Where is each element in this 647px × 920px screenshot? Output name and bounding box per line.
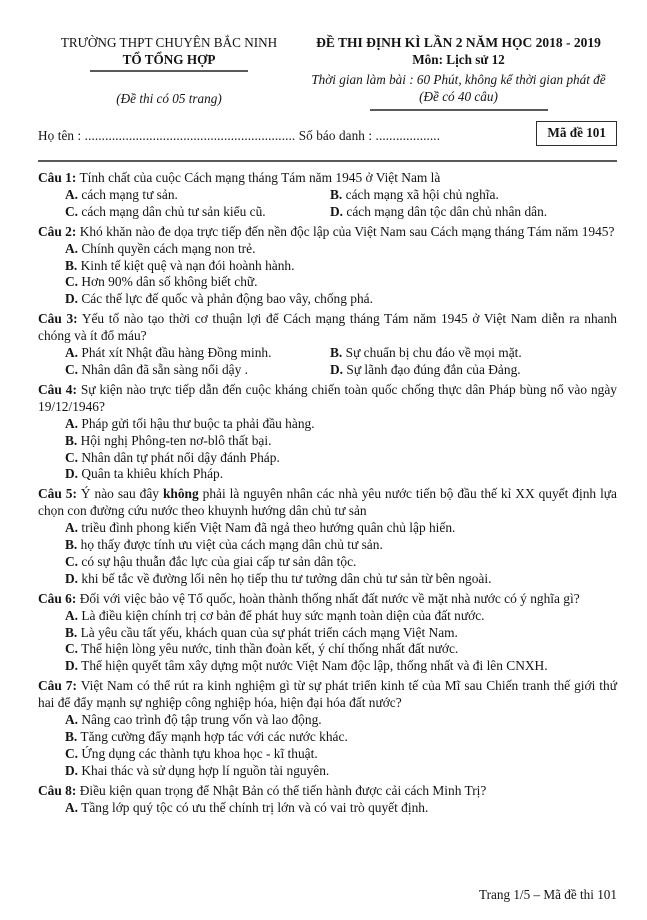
option-a: A. Là điều kiện chính trị cơ bản để phát huy sức mạnh toàn diện của đất nước. <box>65 607 485 623</box>
option-letter: B. <box>65 624 78 640</box>
question-4 <box>38 382 617 483</box>
option-letter: A. <box>65 415 79 431</box>
question-2 <box>38 224 617 309</box>
question-text: Câu 3: Yếu tố nào tạo thời cơ thuận lợi để Cách mạng tháng Tám năm 1945 ở Việt Nam diễn ra nhanh chóng và ít đổ máu? <box>38 311 618 344</box>
option-d: D. Thể hiện quyết tâm xây dựng một nước Việt Nam độc lập, thống nhất và đi lên CNXH. <box>65 658 548 674</box>
question-number: Câu 1: <box>38 170 77 185</box>
option-letter: D. <box>65 466 79 482</box>
student-fields <box>38 125 440 144</box>
option-d: D. Các thế lực đế quốc và phản động bao vây, chống phá. <box>65 291 373 307</box>
option-d: D. Khai thác và sử dụng hợp lí nguồn tài nguyên. <box>65 762 330 778</box>
exam-subject: Môn: Lịch sử 12 <box>412 52 505 67</box>
option-b: B. Là yêu cầu tất yếu, khách quan của sự phát triển cách mạng Việt Nam. <box>65 624 458 640</box>
option-b: B. cách mạng xã hội chủ nghĩa. <box>330 186 499 202</box>
option-c: C. Ứng dụng các thành tựu khoa học - kĩ thuật. <box>65 745 318 761</box>
exam-code: Mã đề 101 <box>547 125 606 140</box>
candidate-number-label: Số báo danh : ................... <box>298 128 441 143</box>
option-a: A. cách mạng tư sản. <box>65 186 178 202</box>
answer-options <box>38 712 617 780</box>
option-c: C. có sự hậu thuẫn đắc lực của giai cấp tư sản dân tộc. <box>65 553 357 569</box>
exam-code-box <box>536 121 617 146</box>
exam-title: ĐỀ THI ĐỊNH KÌ LẦN 2 NĂM HỌC 2018 - 2019 <box>316 35 601 50</box>
option-a: A. triều đình phong kiến Việt Nam đã ngả theo hướng quân chủ lập hiến. <box>65 520 456 536</box>
question-5 <box>38 486 617 587</box>
question-text: Câu 8: Điều kiện quan trọng để Nhật Bản có thể tiến hành được cải cách Minh Trị? <box>38 782 487 798</box>
option-d: D. cách mạng dân tộc dân chủ nhân dân. <box>330 203 548 219</box>
option-letter: A. <box>65 712 79 728</box>
question-text-emphasis: không <box>162 486 199 502</box>
option-letter: B. <box>330 345 343 361</box>
name-field-label: Họ tên : .............................................................. <box>38 128 296 143</box>
page-number: Trang 1/5 – Mã đề thi 101 <box>479 887 617 902</box>
option-b: B. Kinh tế kiệt quệ và nạn đói hoành hành. <box>65 257 295 273</box>
option-a: A. Nâng cao trình độ tập trung vốn và lao động. <box>65 712 322 728</box>
option-a: A. Pháp gửi tối hậu thư buộc ta phải đầu hàng. <box>65 415 315 431</box>
question-number: Câu 2: <box>38 223 77 239</box>
department-underline <box>90 70 248 72</box>
option-letter: D. <box>65 762 79 778</box>
option-b: B. Hội nghị Phông-ten nơ-blô thất bại. <box>65 432 272 448</box>
page-footer <box>479 887 617 903</box>
option-letter: A. <box>65 607 79 623</box>
question-text: Câu 4: Sự kiện nào trực tiếp dẫn đến cuộc kháng chiến toàn quốc chống thực dân Pháp bùng nổ vào ngày 19/12/1946? <box>38 381 617 414</box>
question-3 <box>38 311 617 379</box>
option-letter: D. <box>330 361 344 377</box>
question-text: Câu 1: Tính chất của cuộc Cách mạng tháng Tám năm 1945 ở Việt Nam là <box>38 170 441 185</box>
answer-options <box>38 416 617 484</box>
option-b: B. Tăng cường đẩy mạnh hợp tác với các nước khác. <box>65 729 348 744</box>
option-c: C. Nhân dân đã sẵn sàng nổi dậy . <box>65 361 248 377</box>
pages-note: (Đề thi có 05 trang) <box>116 91 222 106</box>
question-1 <box>38 170 617 221</box>
option-letter: C. <box>65 449 79 465</box>
question-7 <box>38 678 617 779</box>
student-info-row <box>38 125 617 146</box>
option-letter: B. <box>330 186 343 202</box>
answer-options <box>38 800 617 817</box>
option-letter: A. <box>65 799 79 815</box>
question-number: Câu 3: <box>38 311 78 327</box>
option-a: A. Phát xít Nhật đầu hàng Đồng minh. <box>65 345 272 361</box>
header-divider <box>38 160 617 162</box>
option-c: C. Hơn 90% dân số không biết chữ. <box>65 274 258 290</box>
school-name: TRƯỜNG THPT CHUYÊN BẮC NINH <box>60 35 278 50</box>
option-c: C. Thể hiện lòng yêu nước, tinh thần đoàn kết, ý chí thống nhất đất nước. <box>65 641 459 657</box>
option-letter: A. <box>65 520 79 536</box>
option-c: C. Nhân dân tự phát nổi dậy đánh Pháp. <box>65 449 280 465</box>
option-d: D. Quân ta khiêu khích Pháp. <box>65 466 224 482</box>
question-count-note: (Đề có 40 câu) <box>419 89 498 104</box>
option-letter: B. <box>65 257 78 273</box>
option-letter: C. <box>65 553 79 569</box>
option-letter: D. <box>65 570 79 586</box>
option-a: A. Tầng lớp quý tộc có ưu thế chính trị lớn và có vai trò quyết định. <box>65 799 429 815</box>
option-letter: D. <box>330 203 344 219</box>
option-letter: A. <box>65 345 79 361</box>
question-number: Câu 8: <box>38 782 77 798</box>
option-letter: D. <box>65 658 79 674</box>
question-6 <box>38 591 617 676</box>
option-letter: B. <box>65 537 78 553</box>
option-d: D. khi bế tắc về đường lối nên họ tiếp thu tư tưởng dân chủ tư sản từ bên ngoài. <box>65 570 492 586</box>
question-number: Câu 7: <box>38 678 77 694</box>
question-text: Câu 6: Đối với việc bảo vệ Tổ quốc, hoàn thành thống nhất đất nước về mặt nhà nước có ý nghĩa gì? <box>38 590 580 606</box>
option-letter: A. <box>65 240 79 256</box>
option-c: C. cách mạng dân chủ tư sản kiểu cũ. <box>65 203 266 219</box>
questions-list <box>38 170 617 817</box>
department-name: TỔ TỔNG HỢP <box>122 52 216 67</box>
answer-options <box>38 241 617 309</box>
option-letter: C. <box>65 745 79 761</box>
exam-header <box>38 34 617 111</box>
header-exam-block <box>300 34 617 111</box>
question-text: Câu 7: Việt Nam có thể rút ra kinh nghiệm gì từ sự phát triển kinh tế của Mĩ sau Chiến tranh thế giới thứ hai để đẩy mạnh sự nghiệp công nghiệp hóa, hiện đại hóa đất nước? <box>38 678 617 711</box>
question-8 <box>38 783 617 817</box>
exam-block-underline <box>370 109 548 111</box>
answer-options <box>38 187 617 221</box>
exam-duration-note: Thời gian làm bài : 60 Phút, không kể thời gian phát đề <box>311 72 606 87</box>
option-letter: C. <box>65 274 79 290</box>
option-letter: C. <box>65 203 79 219</box>
option-letter: A. <box>65 186 79 202</box>
option-b: B. Sự chuẩn bị chu đáo về mọi mặt. <box>330 345 522 361</box>
option-letter: C. <box>65 641 79 657</box>
option-letter: D. <box>65 291 79 307</box>
question-number: Câu 4: <box>38 381 77 397</box>
option-d: D. Sự lãnh đạo đúng đắn của Đảng. <box>330 361 521 377</box>
question-number: Câu 5: <box>38 486 77 502</box>
option-letter: C. <box>65 361 79 377</box>
option-letter: B. <box>65 432 78 448</box>
answer-options <box>38 520 617 588</box>
question-number: Câu 6: <box>38 590 77 606</box>
header-school-block <box>38 34 300 111</box>
answer-options <box>38 345 617 379</box>
option-b: B. họ thấy được tính ưu việt của cách mạng dân chủ tư sản. <box>65 537 383 553</box>
answer-options <box>38 608 617 676</box>
question-text: Câu 2: Khó khăn nào đe dọa trực tiếp đến nền độc lập của Việt Nam sau Cách mạng tháng Tám năm 1945? <box>38 223 615 239</box>
option-letter: B. <box>65 729 78 744</box>
option-a: A. Chính quyền cách mạng non trẻ. <box>65 240 256 256</box>
question-text: Câu 5: Ý nào sau đây không phải là nguyên nhân các nhà yêu nước tiến bộ đầu thế kỉ XX quyết định lựa chọn con đường cứu nước theo khuynh hướng dân chủ tư sản <box>38 486 617 519</box>
